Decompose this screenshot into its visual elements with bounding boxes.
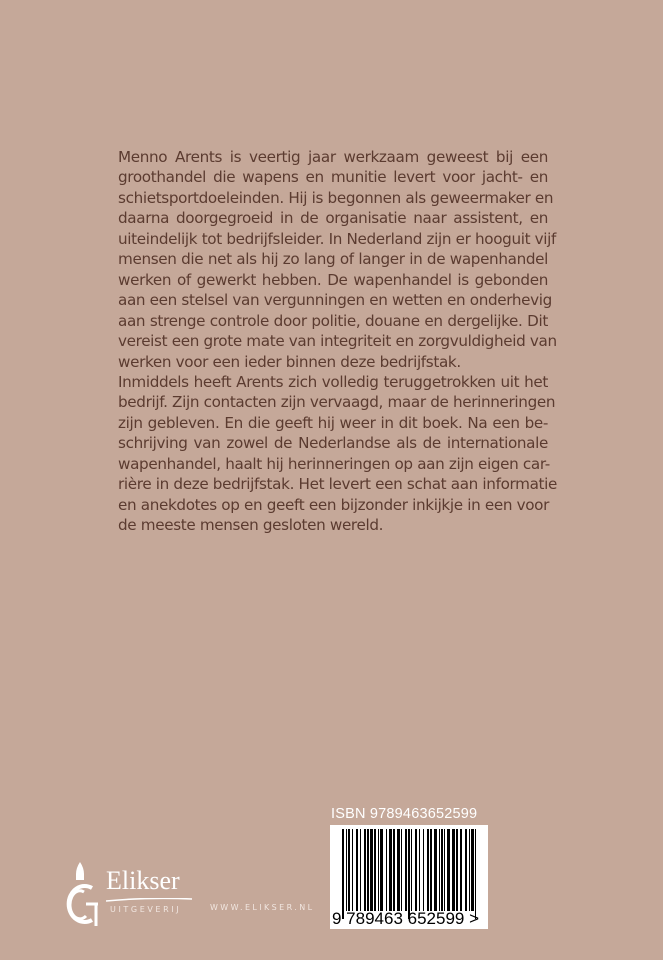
blurb-line: werken of gewerkt hebben. De wapenhandel is gebonden: [118, 270, 548, 289]
barcode-bar: [360, 829, 361, 911]
publisher-logo: [62, 858, 192, 930]
blurb-line: mensen die net als hij zo lang of langer in de wapenhandel: [118, 250, 548, 269]
barcode-bar: [441, 829, 443, 911]
barcode-bar: [471, 829, 474, 911]
barcode-digits: 9 789463 652599 >: [332, 909, 480, 928]
barcode-bar: [370, 829, 373, 911]
barcode-bar: [475, 829, 476, 919]
isbn-label: ISBN 9789463652599: [331, 806, 478, 822]
blurb-line: vereist een grote mate van integriteit en zorgvuldigheid van: [118, 332, 557, 351]
barcode-bar: [430, 829, 432, 911]
barcode-bar: [393, 829, 395, 911]
publisher-url[interactable]: WWW.ELIKSER.NL: [210, 903, 315, 912]
barcode-bar: [342, 829, 344, 919]
blurb-line: de meeste mensen gesloten wereld.: [118, 516, 384, 535]
back-cover-blurb: [118, 147, 558, 536]
barcode-bar: [364, 829, 366, 911]
barcode-bar: [405, 829, 407, 911]
blurb-line: Menno Arents is veertig jaar werkzaam geweest bij een: [118, 148, 548, 166]
barcode-bar: [452, 829, 455, 911]
barcode-bar: [346, 829, 347, 911]
blurb-line: en anekdotes op en geeft een bijzonder inkijkje in een voor: [118, 495, 550, 514]
barcode-bar: [434, 829, 437, 911]
blurb-line: uiteindelijk tot bedrijfsleider. In Nederland zijn er hooguit vijf: [118, 229, 557, 248]
blurb-line: groothandel die wapens en munitie levert voor jacht- en: [118, 168, 548, 187]
logo-underline: [106, 898, 192, 902]
barcode-bar: [423, 829, 424, 911]
barcode-bar: [411, 829, 412, 911]
publisher-name: Elikser: [106, 866, 180, 895]
blurb-line: schietsportdoeleinden. Hij is begonnen als geweermaker en: [118, 188, 554, 207]
barcode-bar: [427, 829, 429, 911]
barcode-bar: [397, 829, 400, 911]
blurb-line: zijn gebleven. En die geeft hij weer in dit boek. Na een be-: [118, 413, 548, 432]
barcode-bar: [401, 829, 402, 911]
barcode-bar: [408, 829, 410, 919]
blurb-line: aan strenge controle door politie, douane en dergelijke. Dit: [118, 311, 548, 330]
barcode-bar: [389, 829, 392, 911]
publisher-subtitle: UITGEVERIJ: [110, 905, 182, 914]
barcode-bar: [367, 829, 369, 911]
elikser-emblem-icon: [62, 858, 112, 930]
barcode-bar: [380, 829, 383, 911]
barcode-bar: [419, 829, 420, 911]
blurb-line: schrijving van zowel de Nederlandse als de internationale: [118, 434, 548, 453]
blurb-line: werken voor een ieder binnen deze bedrijfstak.: [118, 352, 461, 371]
blurb-line: wapenhandel, haalt hij herinneringen op aan zijn eigen car-: [118, 454, 550, 473]
barcode-bar: [456, 829, 458, 911]
barcode-bar: [447, 829, 450, 911]
blurb-line: bedrijf. Zijn contacten zijn vervaagd, maar de herinneringen: [118, 393, 556, 412]
barcode-bar: [439, 829, 440, 911]
isbn-barcode: [330, 825, 488, 929]
blurb-line: rière in deze bedrijfstak. Het levert een schat aan informatie: [118, 475, 558, 494]
barcode-bar: [386, 829, 387, 911]
blurb-line: Inmiddels heeft Arents zich volledig teruggetrokken uit het: [118, 372, 548, 391]
barcode-bar: [415, 829, 417, 911]
barcode-bar: [460, 829, 462, 911]
blurb-line: daarna doorgegroeid in de organisatie naar assistent, en: [118, 209, 548, 228]
barcode-bar: [465, 829, 467, 911]
barcode-bar: [352, 829, 353, 911]
barcode-bar: [378, 829, 379, 911]
barcode-bar: [374, 829, 376, 911]
barcode-bar: [356, 829, 358, 911]
barcode-bar: [469, 829, 470, 911]
blurb-line: aan een stelsel van vergunningen en wetten en onderhevig: [118, 291, 552, 310]
barcode-bar: [348, 829, 350, 911]
barcode-bar: [444, 829, 445, 911]
